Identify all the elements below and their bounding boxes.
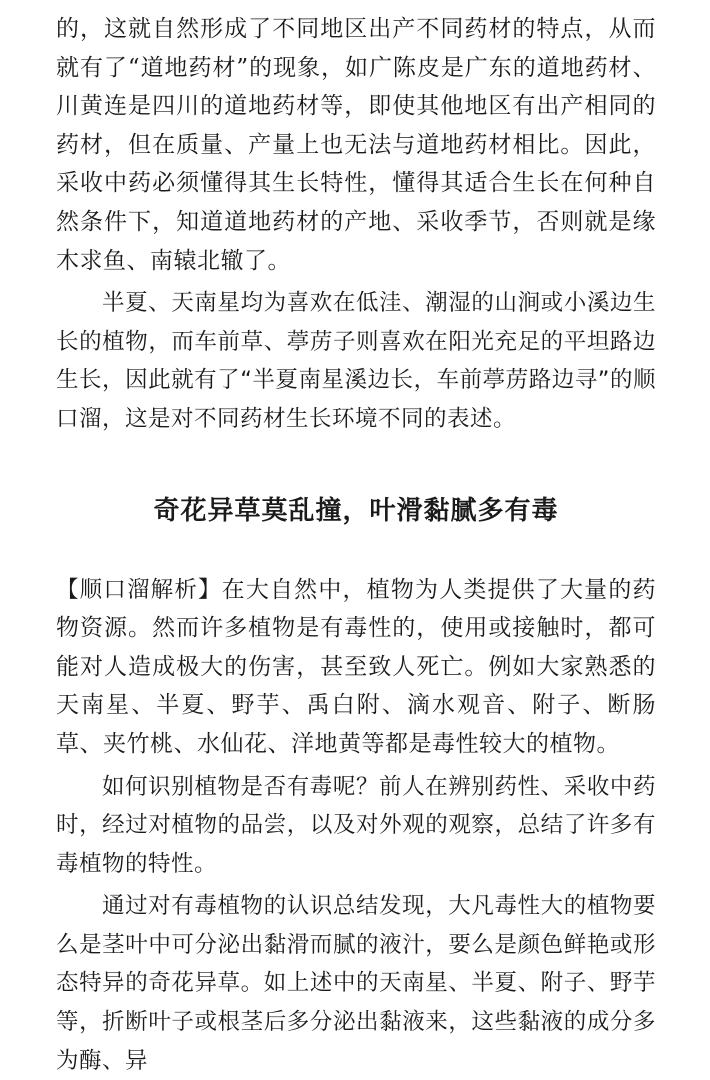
analysis-label: 【顺口溜解析】 bbox=[56, 576, 222, 603]
book-page bbox=[56, 10, 656, 1080]
paragraph-daodi-herbs: 的，这就自然形成了不同地区出产不同药材的特点，从而就有了“道地药材”的现象，如广陈皮是广东的道地药材、川黄连是四川的道地药材等，即使其他地区有出产相同的药材，但在质量、产量上也无法与道地药材相比。因此，采收中药必须懂得其生长特性，懂得其适合生长在何种自然条件下，知道道地药材的产地、采收季节，否则就是缘木求鱼、南辕北辙了。 bbox=[56, 16, 656, 274]
paragraph-banxia-nanxing: 半夏、天南星均为喜欢在低洼、潮湿的山涧或小溪边生长的植物，而车前草、葶苈子则喜欢在阳光充足的平坦路边生长，因此就有了“半夏南星溪边长，车前葶苈路边寻”的顺口溜，这是对不同药材生长环境不同的表述。 bbox=[56, 290, 656, 432]
paragraph-identify-toxic: 如何识别植物是否有毒呢？前人在辨别药性、采收中药时，经过对植物的品尝，以及对外观的观察，总结了许多有毒植物的特性。 bbox=[56, 773, 656, 877]
section-title: 奇花异草莫乱撞，叶滑黏腻多有毒 bbox=[153, 495, 559, 526]
analysis-text: 在大自然中，植物为人类提供了大量的药物资源。然而许多植物是有毒性的，使用或接触时，都可能对人造成极大的伤害，甚至致人死亡。例如大家熟悉的天南星、半夏、野芋、禹白附、滴水观音、附子、断肠草、夹竹桃、水仙花、洋地黄等都是毒性较大的植物。 bbox=[56, 576, 656, 757]
paragraph-analysis bbox=[56, 571, 656, 764]
paragraph-toxic-traits: 通过对有毒植物的认识总结发现，大凡毒性大的植物要么是茎叶中可分泌出黏滑而腻的液汁，要么是颜色鲜艳或形态特异的奇花异草。如上述中的天南星、半夏、附子、野芋等，折断叶子或根茎后多分泌出黏液来，这些黏液的成分多为酶、异 bbox=[56, 893, 656, 1074]
